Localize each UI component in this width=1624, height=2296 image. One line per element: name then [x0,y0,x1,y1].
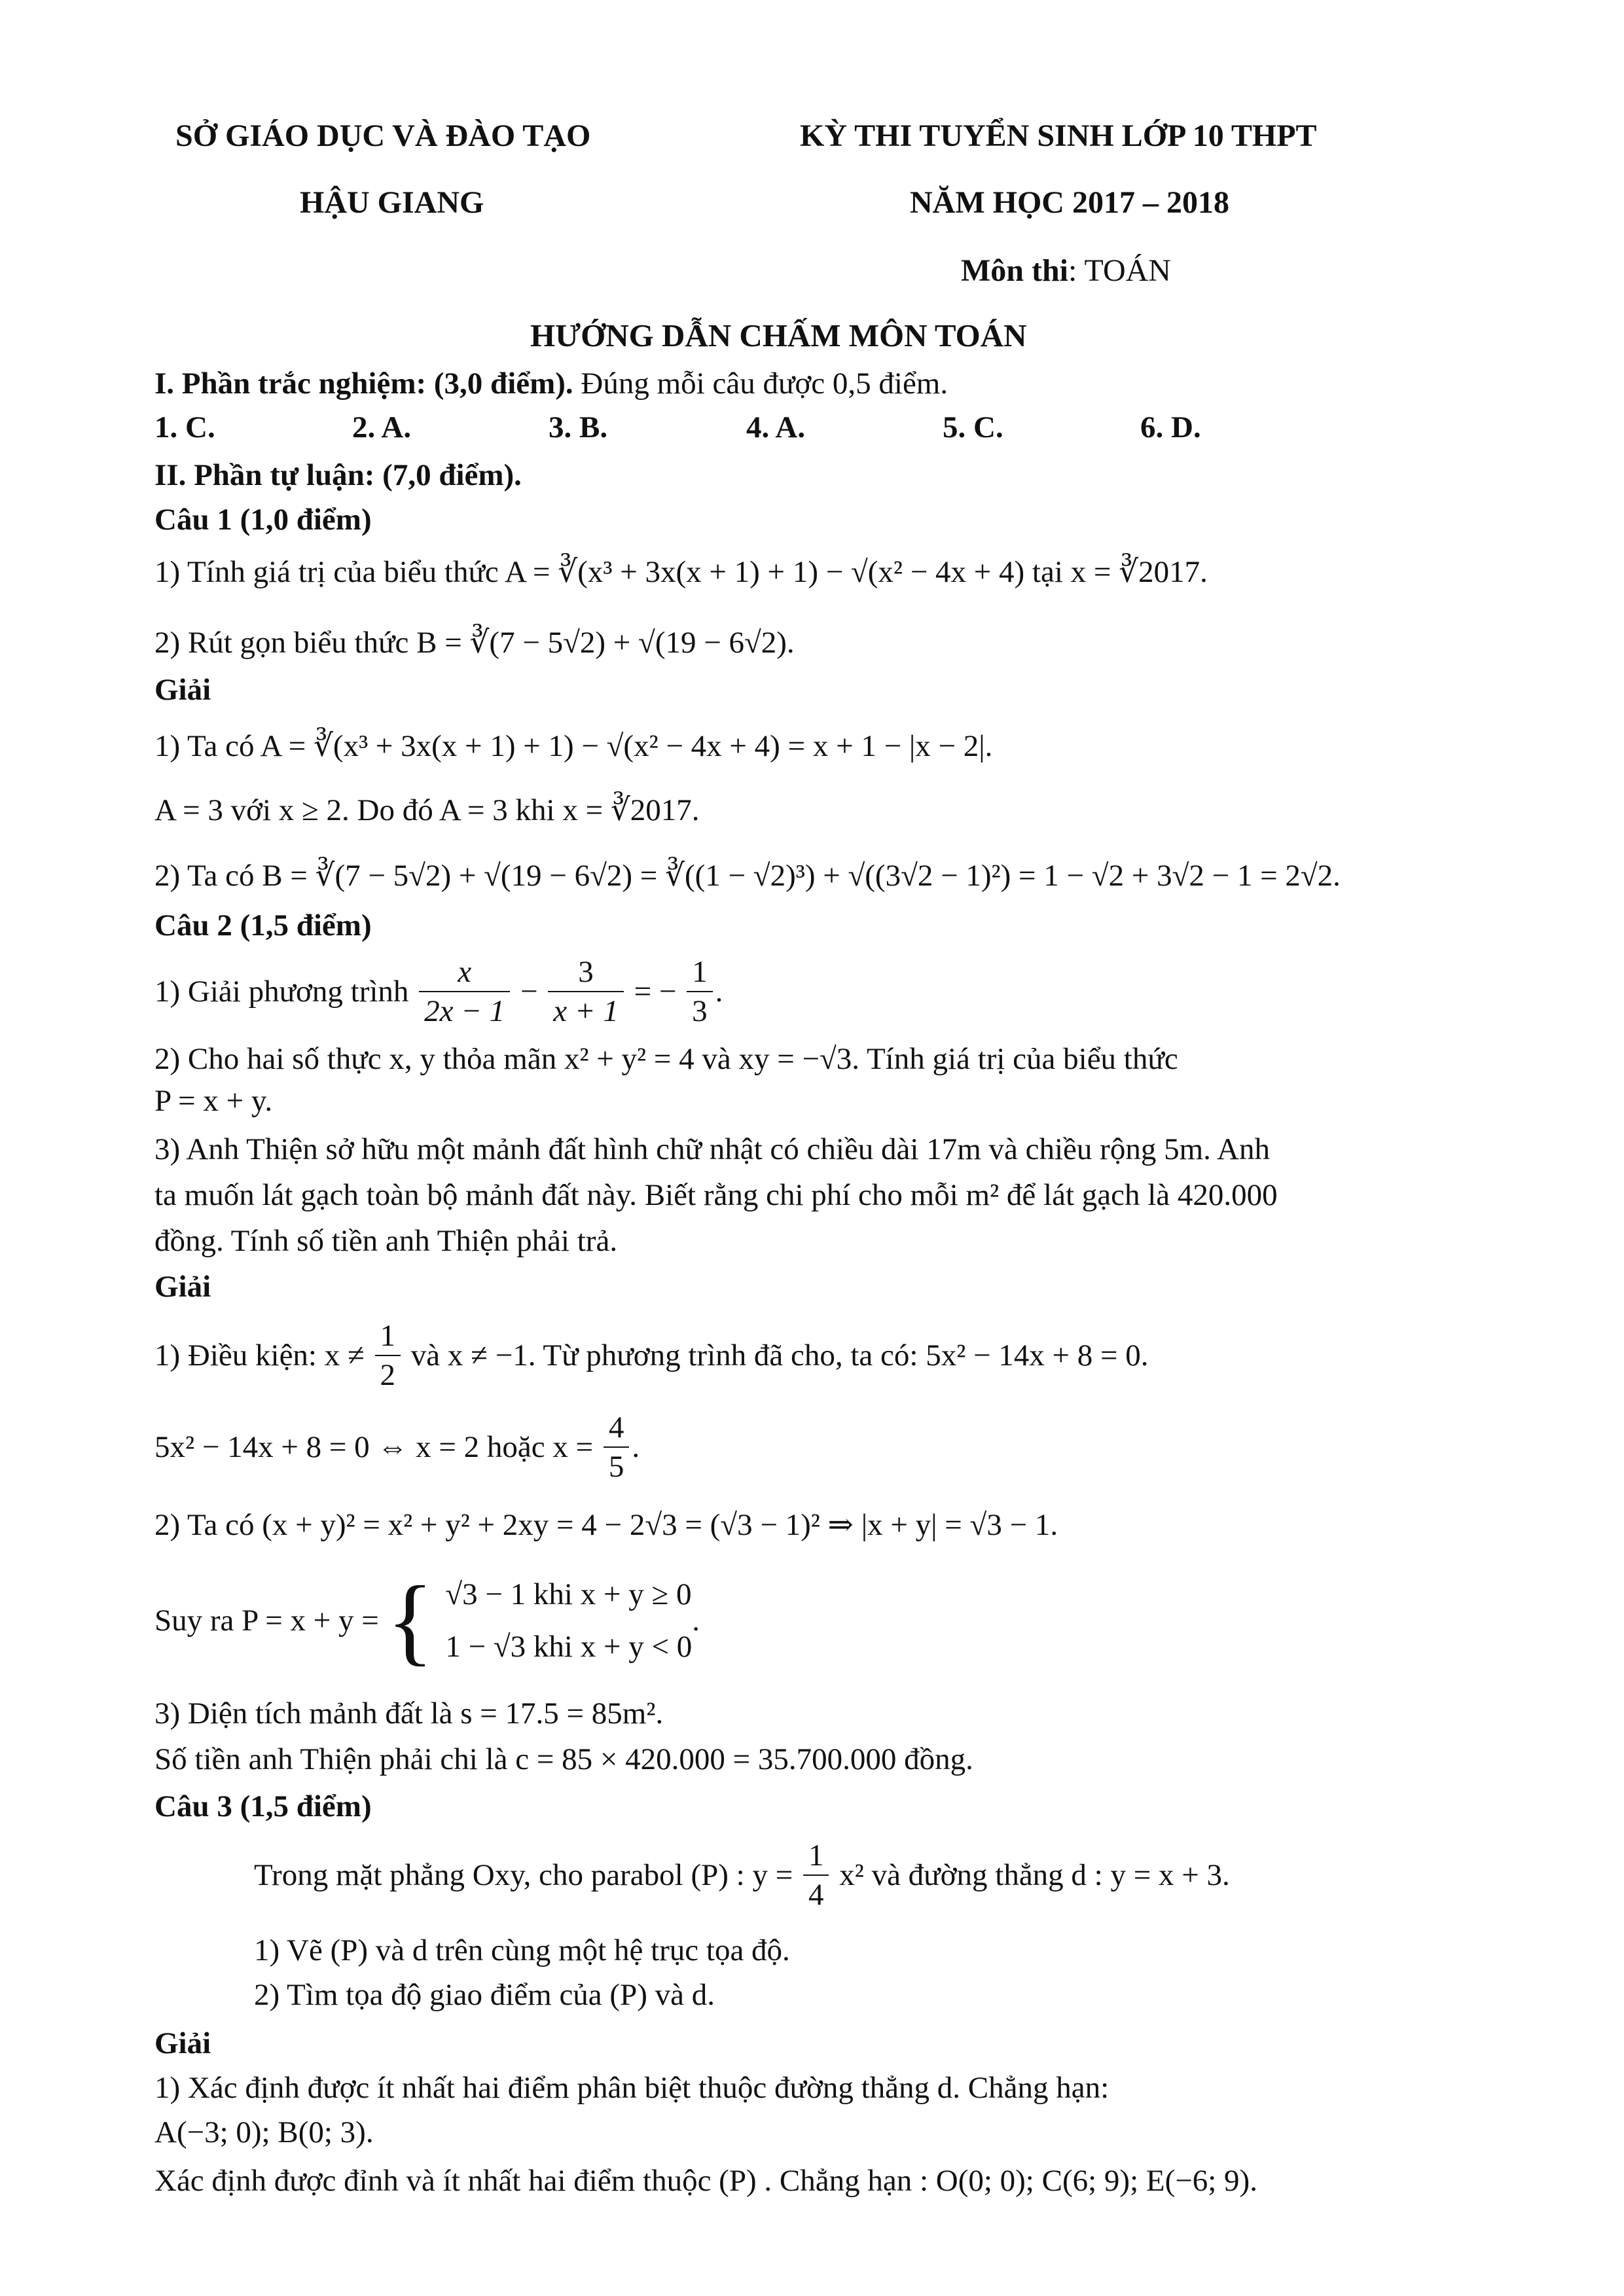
q2-task2: 2) Cho hai số thực x, y thỏa mãn x² + y² = 4 và xy = −√3. Tính giá trị của biểu thức [154,1042,1178,1076]
q2-sol3: 3) Diện tích mảnh đất là s = 17.5 = 85m². [154,1696,664,1731]
q1-sol1: 1) Ta có A = ∛(x³ + 3x(x + 1) + 1) − √(x² − 4x + 4) = x + 1 − |x − 2|. [154,729,993,763]
case-2: 1 − √3 khi x + y < 0 [445,1630,693,1664]
exam-title: KỲ THI TUYỂN SINH LỚP 10 THPT [800,118,1317,153]
fraction-3-over-x-1: $\frac{3}{x + 1}$ [548,953,624,1030]
part1-line [154,364,948,403]
answer-6: 6. D. [1140,410,1201,444]
q1-task2: 2) Rút gọn biểu thức B = ∛(7 − 5√2) + √(19 − 6√2). [154,626,795,660]
q2-sol1: 1) Điều kiện: x ≠ $\frac{1}{2}$ và x ≠ −1. Từ phương trình đã cho, ta có: 5x² − 14x + 8 = 0. [154,1317,1149,1394]
q1-heading: Câu 1 (1,0 điểm) [154,503,372,537]
answer-5: 5. C. [943,410,1003,444]
q3-task2: 2) Tìm tọa độ giao điểm của (P) và d. [254,1978,715,2012]
fraction-1-over-3: $\frac{1}{3}$ [687,953,713,1030]
q2-task3c: đồng. Tính số tiền anh Thiện phải trả. [154,1224,618,1258]
part1-heading: I. Phần trắc nghiệm: (3,0 điểm). [154,367,573,401]
q1-task1: 1) Tính giá trị của biểu thức A = ∛(x³ + 3x(x + 1) + 1) − √(x² − 4x + 4) tại x = ∛2017. [154,555,1208,589]
fraction-x-over-2x-1: $\frac{x}{2x - 1}$ [419,953,510,1030]
q2-sol1b: 5x² − 14x + 8 = 0 ⇔ x = 2 hoặc x = $\frac{4}{5}$ . [154,1408,640,1486]
q3-solution-label: Giải [154,2026,211,2060]
subject-label: Môn thi [961,253,1069,288]
left-brace: { [386,1566,434,1675]
case-1: √3 − 1 khi x + y ≥ 0 [445,1577,692,1611]
q2-heading: Câu 2 (1,5 điểm) [154,908,372,942]
q1-solution-label: Giải [154,673,211,707]
answer-3: 3. B. [549,410,608,444]
part1-note: Đúng mỗi câu được 0,5 điểm. [573,367,948,401]
q2-sol3b: Số tiền anh Thiện phải chi là c = 85 × 420.000 = 35.700.000 đồng. [154,1742,973,1776]
q3-sol1: 1) Xác định được ít nhất hai điểm phân biệt thuộc đường thẳng d. Chẳng hạn: [154,2071,1110,2105]
q2-task3a: 3) Anh Thiện sở hữu một mảnh đất hình chữ nhật có chiều dài 17m và chiều rộng 5m. Anh [154,1132,1270,1166]
answer-4: 4. A. [746,410,806,444]
department-name: SỞ GIÁO DỤC VÀ ĐÀO TẠO [175,118,591,153]
q1-sol2: 2) Ta có B = ∛(7 − 5√2) + √(19 − 6√2) = ∛((1 − √2)³) + √((3√2 − 1)²) = 1 − √2 + 3√2 − 1 = 2√2. [154,859,1341,893]
piecewise-cases [445,1568,692,1673]
document-title: HƯỚNG DẪN CHẤM MÔN TOÁN [530,317,1027,353]
subject-line [961,253,1171,289]
school-year: NĂM HỌC 2017 – 2018 [910,185,1229,220]
part2-heading: II. Phần tự luận: (7,0 điểm). [154,458,522,492]
q3-task1: 1) Vẽ (P) và d trên cùng một hệ trục tọa độ. [254,1933,790,1967]
q2-sol2: 2) Ta có (x + y)² = x² + y² + 2xy = 4 − 2√3 = (√3 − 1)² ⇒ |x + y| = √3 − 1. [154,1508,1058,1542]
answer-1: 1. C. [154,410,215,444]
q3-sol1c: Xác định được đỉnh và ít nhất hai điểm thuộc (P) . Chẳng hạn : O(0; 0); C(6; 9); E(−6; 9). [154,2164,1257,2198]
q2-task1-prefix: 1) Giải phương trình [154,975,409,1009]
fraction-1-over-4: $\frac{1}{4}$ [803,1837,829,1914]
q3-intro: Trong mặt phẳng Oxy, cho parabol (P) : y = $\frac{1}{4}$ x² và đường thẳng d : y = x + 3. [254,1837,1230,1914]
q2-task1: 1) Giải phương trình $\frac{x}{2x - 1}$ − $\frac{3}{x + 1}$ = − $\frac{1}{3}$ . [154,953,723,1030]
subject-value: : TOÁN [1068,253,1171,288]
q2-solution-label: Giải [154,1270,211,1304]
q2-task3b: ta muốn lát gạch toàn bộ mảnh đất này. Biết rằng chi phí cho mỗi m² để lát gạch là 420.000 [154,1178,1278,1212]
fraction-1-over-2: $\frac{1}{2}$ [375,1317,401,1394]
q2-task2b: P = x + y. [154,1084,273,1118]
q3-heading: Câu 3 (1,5 điểm) [154,1789,372,1823]
province-name: HẬU GIANG [300,185,484,220]
answer-2: 2. A. [352,410,412,444]
q2-sol2b: Suy ra P = x + y = { √3 − 1 khi x + y ≥ 0 1 − √3 khi x + y < 0 . [154,1566,700,1675]
fraction-4-over-5: $\frac{4}{5}$ [604,1408,630,1486]
q1-sol1b: A = 3 với x ≥ 2. Do đó A = 3 khi x = ∛2017. [154,793,700,827]
q3-sol1b: A(−3; 0); B(0; 3). [154,2115,374,2149]
